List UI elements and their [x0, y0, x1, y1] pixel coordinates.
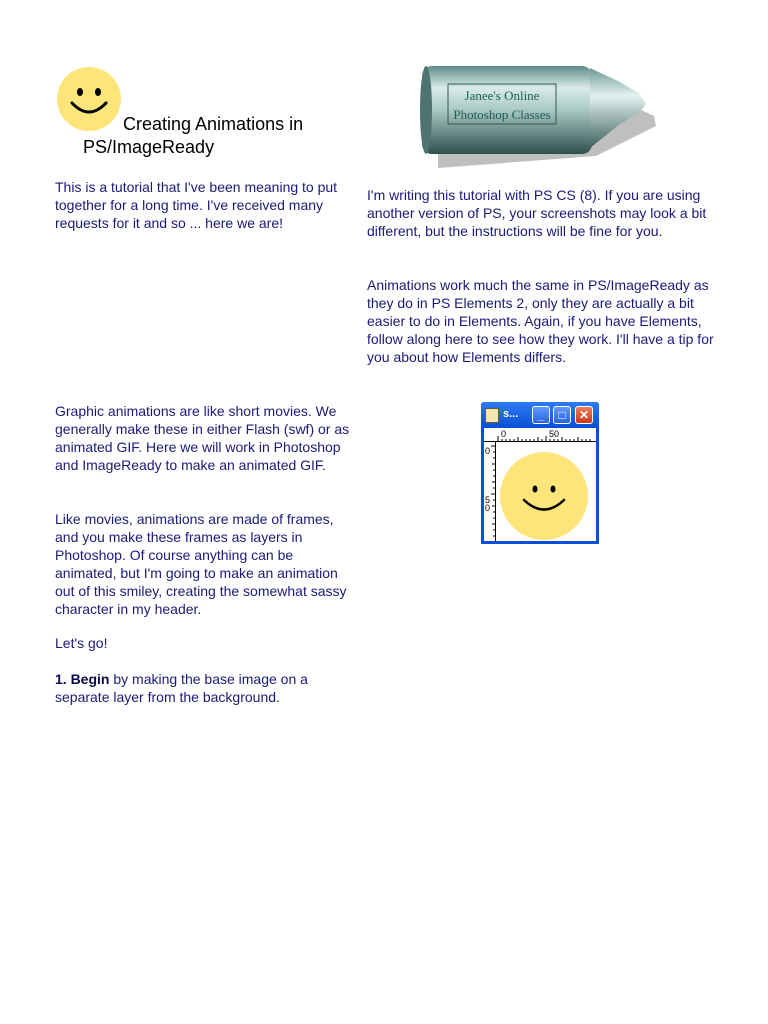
ruler-left [484, 442, 496, 541]
like-movies-paragraph: Like movies, animations are made of frames, and you make these frames as layers in Photoshop. Of course anything can be animated, but I'm going to make an animation out of this smiley, creating the somewhat sassy character in my header. [55, 511, 347, 617]
ruler-top [484, 428, 596, 442]
step1-paragraph [55, 670, 350, 706]
banner-text-line1: Janee's Online [464, 88, 540, 103]
page-title [83, 113, 373, 159]
mini-document-window [481, 402, 599, 544]
intro-paragraph: This is a tutorial that I've been meaning to put together for a long time. I've received many requests for it and so ... here we are! [55, 179, 338, 231]
ruler-top-label-0: 0 [501, 429, 507, 439]
maximize-icon: □ [558, 408, 566, 422]
step1-bold-label: 1. Begin [55, 671, 110, 687]
mini-window-title: s... [503, 408, 519, 420]
animations-work-paragraph: Animations work much the same in PS/ImageReady as they do in PS Elements 2, only they are actually a bit easier to do in Elements. Again, if you have Elements, follow along here to see how they work. I'll have a tip for you about how Elements differs. [367, 277, 714, 365]
ruler-left-ticks [484, 442, 496, 541]
minimize-icon: _ [537, 408, 545, 422]
document-icon [485, 408, 499, 423]
page-title-line2: PS/ImageReady [83, 137, 215, 157]
lets-go-paragraph: Let's go! [55, 635, 108, 651]
ruler-left-label-0: 0 [485, 446, 491, 456]
mini-window-body [484, 428, 596, 541]
minimize-button[interactable] [532, 406, 550, 424]
ruler-left-label-0b: 0 [485, 503, 491, 513]
mini-window-titlebar [481, 402, 599, 428]
document-canvas[interactable] [496, 442, 596, 541]
maximize-button[interactable] [553, 406, 571, 424]
close-button[interactable] [575, 406, 593, 424]
page-title-line1: Creating Animations in [123, 114, 304, 134]
graphic-animations-paragraph: Graphic animations are like short movies. We generally make these in either Flash (swf) or as animated GIF. Here we will work in Photoshop and ImageReady to make an animated GIF. [55, 403, 350, 473]
ruler-left-label-5: 5 [485, 495, 491, 505]
ruler-top-label-50: 50 [549, 429, 560, 439]
step1-text: by making the base image on a separate layer from the background. [55, 671, 308, 705]
writing-with-paragraph: I'm writing this tutorial with PS CS (8). If you are using another version of PS, your screenshots may look a bit different, but the instructions will be fine for you. [367, 187, 707, 239]
close-icon: ✕ [578, 408, 590, 422]
banner-text-line2: Photoshop Classes [453, 107, 551, 122]
canvas-smiley-icon [496, 442, 596, 541]
